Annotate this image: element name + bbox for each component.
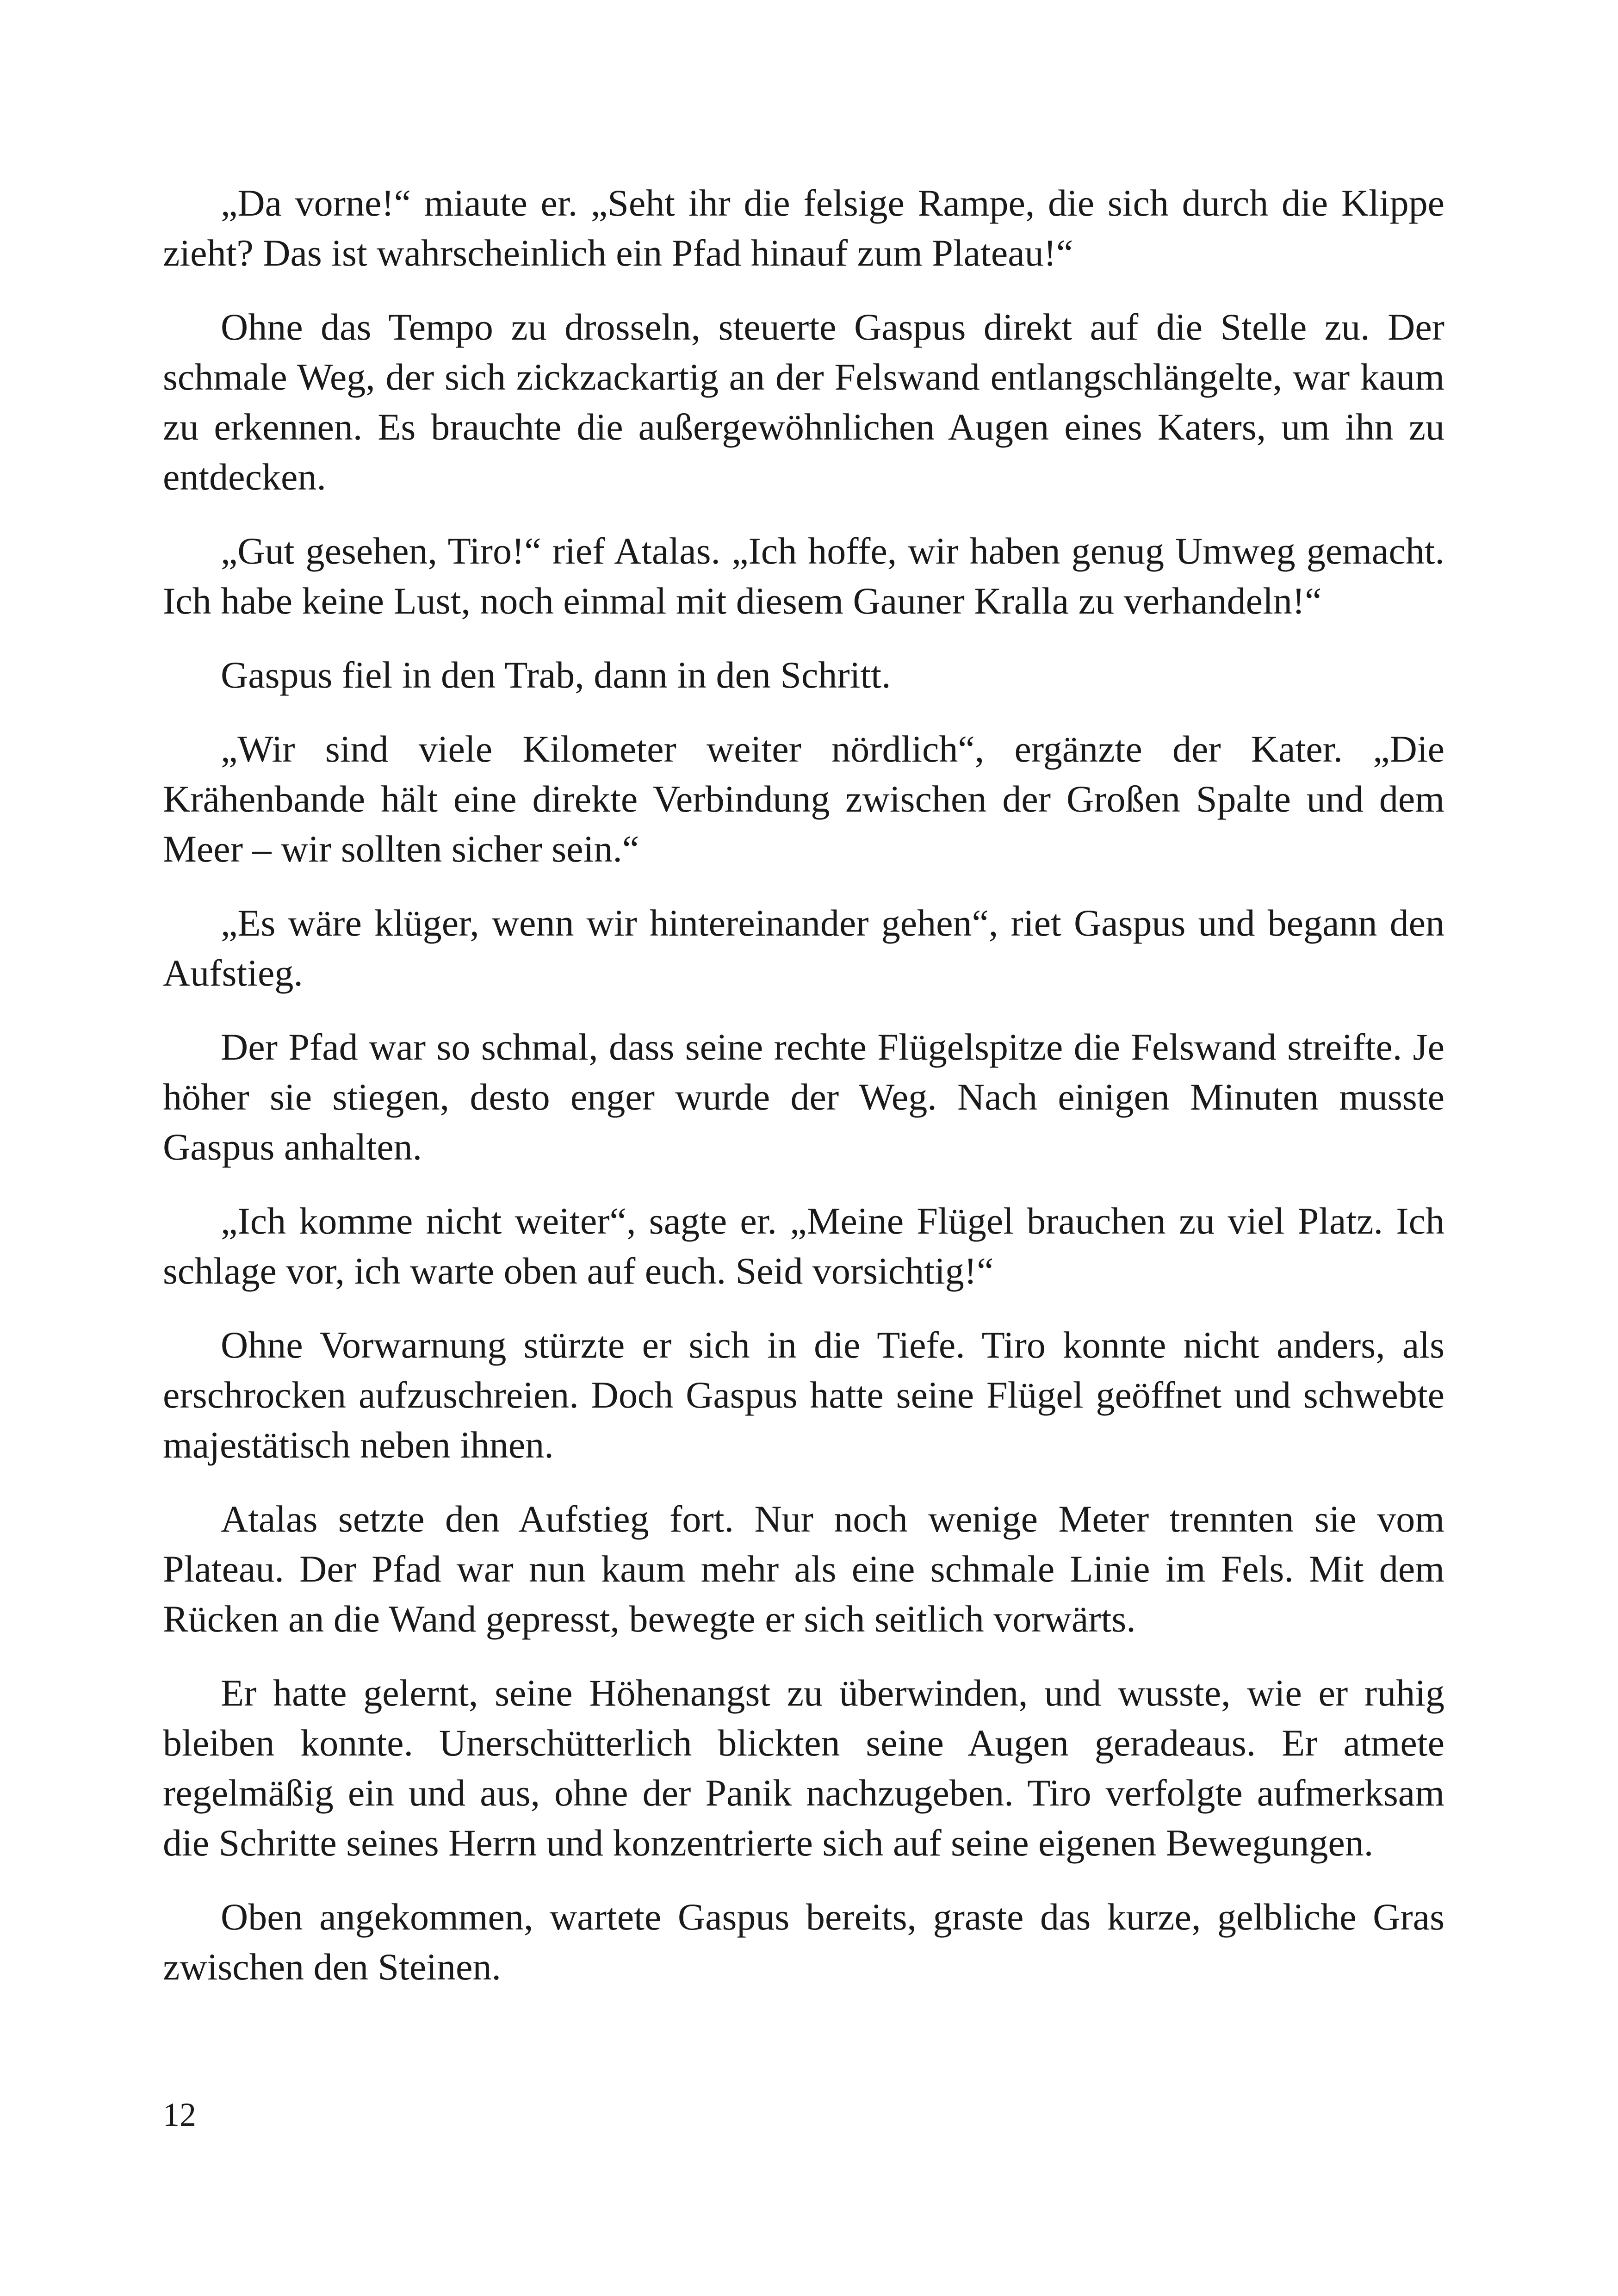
paragraph: „Gut gesehen, Tiro!“ rief Atalas. „Ich hoffe, wir haben genug Umweg gemacht. Ich habe keine Lust, noch einmal mit diesem Gauner Kralla zu verhandeln!“ bbox=[163, 530, 1444, 622]
paragraph: „Ich komme nicht weiter“, sagte er. „Meine Flügel brauchen zu viel Platz. Ich schlage vor, ich warte oben auf euch. Seid vorsichtig!“ bbox=[163, 1200, 1444, 1292]
paragraph: Der Pfad war so schmal, dass seine rechte Flügelspitze die Felswand streifte. Je höher sie stiegen, desto enger wurde der Weg. Nach einigen Minuten musste Gaspus anhalten. bbox=[163, 1026, 1444, 1168]
paragraph: Gaspus fiel in den Trab, dann in den Schritt. bbox=[221, 654, 891, 696]
page-number: 12 bbox=[163, 2096, 196, 2133]
paragraph: „Wir sind viele Kilometer weiter nördlich“, ergänzte der Kater. „Die Krähenbande hält eine direkte Verbindung zwischen der Großen Spalte und dem Meer – wir sollten sicher sein.“ bbox=[163, 728, 1444, 870]
paragraph: Ohne das Tempo zu drosseln, steuerte Gaspus direkt auf die Stelle zu. Der schmale Weg, der sich zickzackartig an der Felswand entlangschlängelte, war kaum zu erkennen. Es brauchte die außergewöhnlichen Augen eines Katers, um ihn zu entdecken. bbox=[163, 306, 1444, 498]
paragraph: Atalas setzte den Aufstieg fort. Nur noch wenige Meter trennten sie vom Plateau. Der Pfad war nun kaum mehr als eine schmale Linie im Fels. Mit dem Rücken an die Wand gepresst, bewegte er sich seitlich vorwärts. bbox=[163, 1498, 1444, 1640]
paragraph: „Es wäre klüger, wenn wir hintereinander gehen“, riet Gaspus und begann den Aufstieg. bbox=[163, 902, 1444, 994]
body-text bbox=[163, 178, 1444, 2016]
paragraph: Ohne Vorwarnung stürzte er sich in die Tiefe. Tiro konnte nicht anders, als erschrocken aufzuschreien. Doch Gaspus hatte seine Flügel geöffnet und schwebte majestätisch neben ihnen. bbox=[163, 1324, 1444, 1466]
paragraph: Oben angekommen, wartete Gaspus bereits, graste das kurze, gelbliche Gras zwischen den Steinen. bbox=[163, 1896, 1444, 1988]
paragraph: „Da vorne!“ miaute er. „Seht ihr die felsige Rampe, die sich durch die Klippe zieht? Das ist wahrscheinlich ein Pfad hinauf zum Plateau!“ bbox=[163, 182, 1444, 274]
paragraph: Er hatte gelernt, seine Höhenangst zu überwinden, und wusste, wie er ruhig bleiben konnte. Unerschütterlich blickten seine Augen geradeaus. Er atmete regelmäßig ein und aus, ohne der Panik nachzugeben. Tiro verfolgte aufmerksam die Schritte seines Herrn und konzentrierte sich auf seine eigenen Bewegungen. bbox=[163, 1672, 1444, 1864]
